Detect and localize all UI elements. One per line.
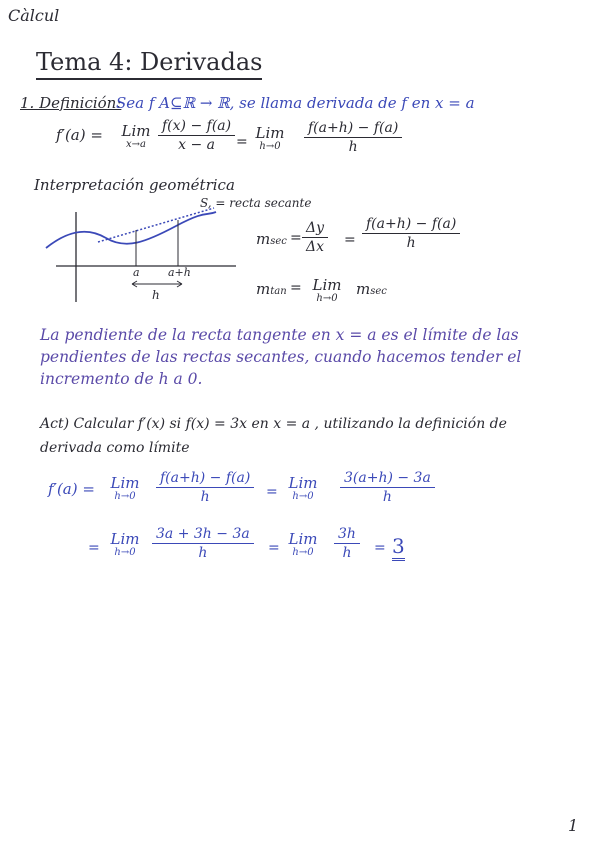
frac-bar [302, 237, 328, 238]
msec-eq2: = [344, 232, 356, 248]
page-title: Tema 4: Derivadas [36, 48, 262, 80]
definition-lhs: f′(a) = [56, 126, 103, 144]
mtan-label [256, 280, 287, 298]
mtan-sub: tan [270, 286, 287, 297]
frac-num: Δy [306, 220, 325, 236]
lim-word: Lim [110, 530, 140, 548]
frac-den: h [198, 545, 208, 561]
frac-den: h [382, 489, 392, 505]
mtan-rhs [356, 280, 387, 298]
frac-bar [340, 487, 435, 488]
act-result: 3 [392, 534, 405, 561]
corner-label: Càlcul [8, 6, 60, 25]
lim-sub: h→0 [292, 491, 314, 502]
frac-num: 3a + 3h − 3a [156, 526, 250, 542]
definition-text: Sea f A⊆ℝ → ℝ, se llama derivada de f en x = a [116, 94, 475, 112]
frac-bar [156, 487, 254, 488]
frac-num: f(a+h) − f(a) [366, 216, 457, 232]
lim-sub: x→a [126, 139, 146, 150]
conclusion-line: La pendiente de la recta tangente en x = a es el límite de las [40, 326, 519, 344]
definition-frac1 [158, 118, 235, 153]
mtan-eq: = [290, 280, 302, 296]
msec-eq1: = [290, 230, 302, 246]
frac-num: 3(a+h) − 3a [344, 470, 431, 486]
act-row2-eq: = [88, 540, 100, 556]
lim-word: Lim [255, 124, 285, 142]
h-label: h [152, 288, 160, 302]
act-row2-eq2: = [268, 540, 280, 556]
lim-word: Lim [312, 276, 342, 294]
definition-frac2 [304, 120, 402, 155]
frac-bar [158, 135, 235, 136]
conclusion-line: incremento de h a 0. [40, 370, 203, 388]
mtan-rhs-sub: sec [370, 286, 387, 297]
secant-sketch [36, 192, 336, 322]
frac-num: 3h [338, 526, 356, 542]
lim-sub: h→0 [292, 547, 314, 558]
msec-m: m [256, 230, 271, 248]
secant-label: S, = recta secante [200, 196, 312, 210]
act-row2-lim2 [282, 532, 324, 560]
secant-line [98, 208, 214, 242]
mtan-rhs-m: m [356, 280, 371, 298]
msec-sub: sec [270, 236, 287, 247]
conclusion-line: pendientes de las rectas secantes, cuando hacemos tender el [40, 348, 522, 366]
frac-den: h [200, 489, 210, 505]
frac-den: h [342, 545, 352, 561]
act-row1-frac2 [340, 470, 435, 505]
lim-word: Lim [288, 474, 318, 492]
frac-bar [362, 233, 460, 234]
act-row2-lim [104, 532, 146, 560]
geometric-heading: Interpretación geométrica [34, 176, 235, 194]
definition-heading: 1. Definición: [20, 94, 122, 112]
page-number: 1 [568, 816, 579, 835]
act-row1-eq: = [266, 484, 278, 500]
definition-lim1 [116, 124, 156, 152]
lim-sub: h→0 [259, 141, 281, 152]
frac-bar [152, 543, 254, 544]
lim-sub: h→0 [114, 491, 136, 502]
frac-den: h [406, 235, 416, 251]
conclusion-paragraph [40, 324, 580, 390]
definition-eq: = [236, 134, 248, 150]
dy-dx-frac [302, 220, 328, 255]
act-row2-frac [152, 526, 254, 561]
act-row2-frac2 [334, 526, 360, 561]
frac-num: f(a+h) − f(a) [160, 470, 251, 486]
activity-line2: derivada como límite [40, 440, 190, 456]
act-row1-lim [104, 476, 146, 504]
lim-word: Lim [288, 530, 318, 548]
tick-a-label: a [133, 266, 140, 279]
mtan-m: m [256, 280, 271, 298]
function-curve [46, 212, 216, 248]
frac-bar [304, 137, 402, 138]
frac-den: h [348, 139, 358, 155]
frac-num: f(a+h) − f(a) [308, 120, 399, 136]
act-row1-lhs: f′(a) = [48, 480, 95, 498]
act-row1-lim2 [282, 476, 324, 504]
act-row2-eq3: = [374, 540, 386, 556]
act-row1-frac [156, 470, 254, 505]
definition-lim2 [250, 126, 290, 154]
frac-den: x − a [178, 137, 215, 153]
tick-ah-label: a+h [168, 266, 191, 279]
activity-line1: Act) Calcular f′(x) si f(x) = 3x en x = a , utilizando la definición de [40, 416, 507, 432]
frac-den: Δx [306, 239, 325, 255]
lim-word: Lim [121, 122, 151, 140]
lim-word: Lim [110, 474, 140, 492]
lim-sub: h→0 [114, 547, 136, 558]
frac-bar [334, 543, 360, 544]
lim-sub: h→0 [316, 293, 338, 304]
msec-diff-quotient [362, 216, 460, 251]
mtan-lim [306, 278, 348, 306]
msec-label [256, 230, 287, 248]
frac-num: f(x) − f(a) [162, 118, 232, 134]
